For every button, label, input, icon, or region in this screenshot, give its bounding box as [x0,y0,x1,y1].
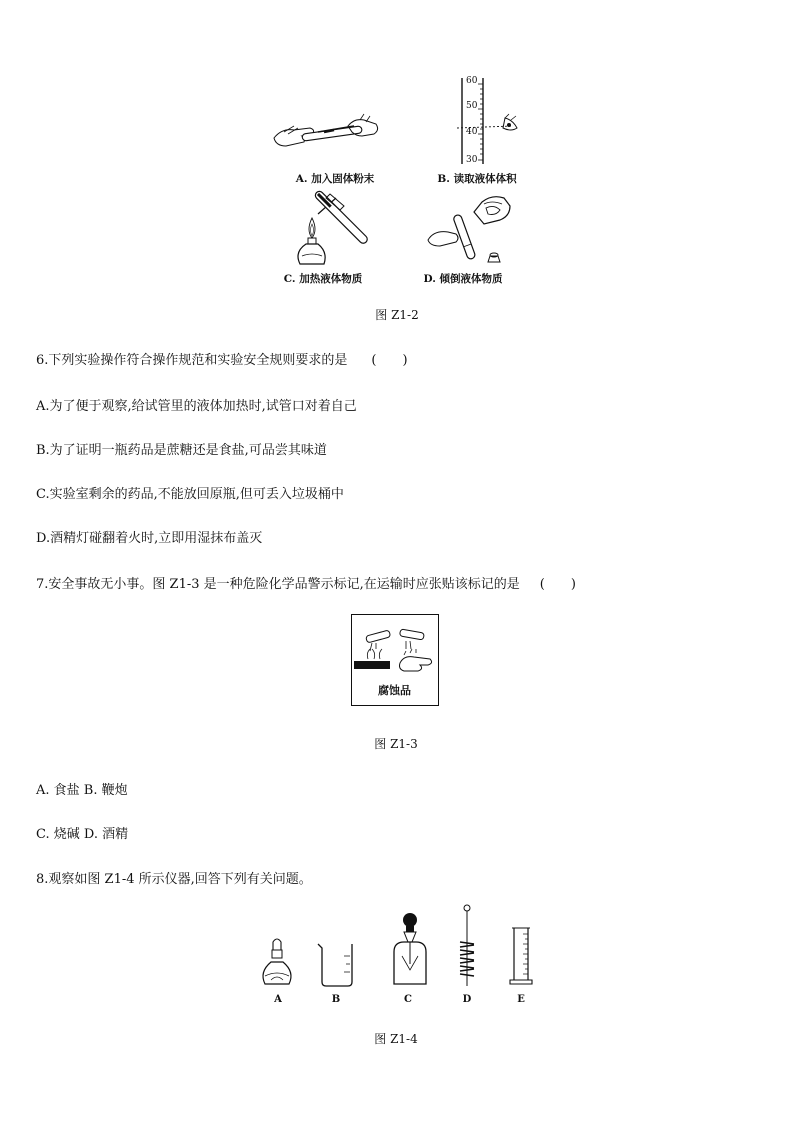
instrument-label-e: E [517,994,525,1005]
corrosive-warning-sign [351,614,439,706]
question-7-options-ab: A. 食盐 B. 鞭炮 [36,783,128,798]
corrosive-sign-label: 腐蚀品 [378,684,411,697]
question-6-option-a: A.为了便于观察,给试管里的液体加热时,试管口对着自己 [36,399,357,414]
question-6-option-b: B.为了证明一瓶药品是蔗糖还是食盐,可品尝其味道 [36,443,327,458]
question-6-stem [36,349,408,368]
alcohol-lamp-icon [259,936,295,988]
dropper-bottle-icon [390,912,430,988]
question-6-option-d: D.酒精灯碰翻着火时,立即用湿抹布盖灭 [36,531,263,546]
question-7-stem [36,573,576,592]
question-6-text: 6.下列实验操作符合操作规范和实验安全规则要求的是 [36,353,348,368]
beaker-icon [316,942,356,988]
option-label-c: C. 加热液体物质 [283,273,363,285]
instrument-label-b: B [331,994,341,1005]
figure-c-heating-liquid [292,192,378,268]
figure-caption-z1-3: 图 Z1-3 [374,737,418,751]
option-label-a: A. 加入固体粉末 [295,173,375,185]
test-tube-brush-icon [456,904,478,988]
cylinder-tick-60: 60 [466,76,478,86]
answer-blank-7[interactable]: ( ) [539,577,576,592]
question-8-stem: 8.观察如图 Z1-4 所示仪器,回答下列有关问题。 [36,872,312,887]
figure-d-pouring-liquid [426,190,516,268]
answer-blank-6[interactable]: ( ) [371,353,408,368]
option-label-d: D. 倾倒液体物质 [423,273,503,285]
figure-caption-z1-4: 图 Z1-4 [374,1032,418,1046]
question-7-text: 7.安全事故无小事。图 Z1-3 是一种危险化学品警示标记,在运输时应张贴该标记的是 [36,577,520,592]
instrument-label-a: A [274,994,282,1005]
figure-a-adding-powder [272,108,382,156]
cylinder-tick-30: 30 [466,155,478,165]
corrosive-hazard-icon [354,619,436,677]
graduated-cylinder-icon [508,926,534,988]
cylinder-tick-50: 50 [466,101,478,111]
instrument-label-d: D [462,994,472,1005]
question-7-options-cd: C. 烧碱 D. 酒精 [36,827,129,842]
instrument-label-c: C [404,994,412,1005]
option-label-b: B. 读取液体体积 [437,173,517,185]
figure-caption-z1-2: 图 Z1-2 [375,308,419,322]
cylinder-tick-40: 40 [466,127,478,137]
question-6-option-c: C.实验室剩余的药品,不能放回原瓶,但可丢入垃圾桶中 [36,487,344,502]
